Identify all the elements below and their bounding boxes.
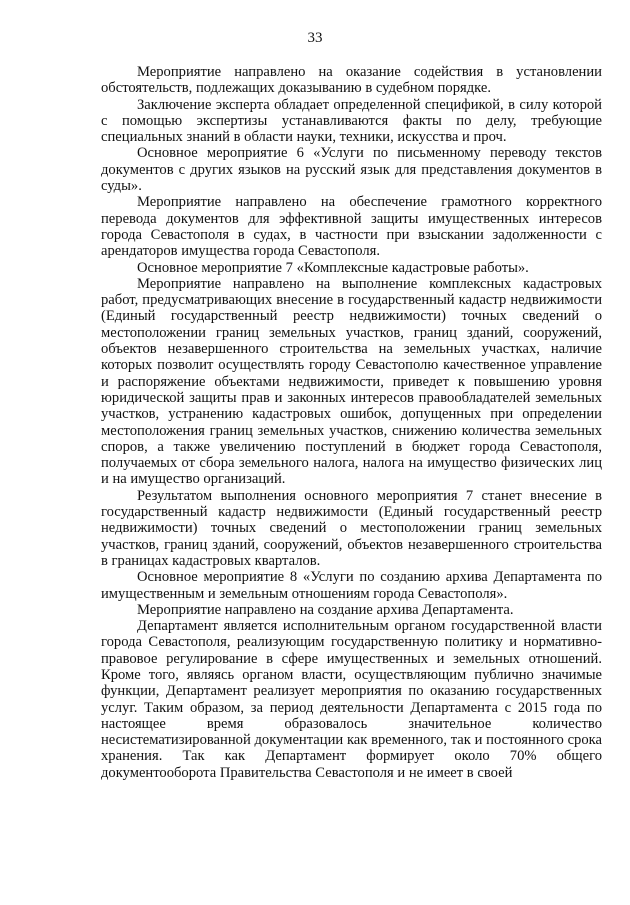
paragraph-archive-purpose: Мероприятие направлено на создание архива Департамента.: [137, 601, 514, 618]
paragraph-main-event-7: Основное мероприятие 7 «Комплексные кадастровые работы».: [137, 259, 529, 276]
body-text: [101, 64, 602, 781]
paragraph-event-7-result: Результатом выполнения основного мероприятия 7 станет внесение в государственный кадастр недвижимости (Единый государственный реестр недвижимости) точных сведений о местоположении границ земельных участков, границ зданий, сооружений, объектов незавершенного строительства в границах кадастровых кварталов.: [101, 487, 602, 569]
paragraph-main-event-8: Основное мероприятие 8 «Услуги по созданию архива Департамента по имущественным и земельным отношениям города Севастополя».: [101, 569, 602, 602]
paragraph-main-event-6: Основное мероприятие 6 «Услуги по письменному переводу текстов документов с других языков на русский язык для представления документов в суды».: [101, 145, 602, 195]
page-number: 33: [307, 30, 323, 46]
paragraph-cadastral-works: Мероприятие направлено на выполнение комплексных кадастровых работ, предусматривающих внесение в государственный кадастр недвижимости (Единый государственный реестр недвижимости) точных сведений о местоположении границ земельных участков, границ зданий, сооружений, объектов незавершенного строительства на земельных участках, наличие которых позволит осуществлять городу Севастополю качественное управление и распоряжение объектами недвижимости, приведет к повышению уровня юридической защиты прав и законных интересов правообладателей земельных участков, устранению кадастровых ошибок, допущенных при определении местоположения границ земельных участков, снижению количества земельных споров, а также увеличению поступлений в бюджет города Севастополя, получаемых от сбора земельного налога, налога на имущество физических лиц и на имущество организаций.: [101, 275, 602, 488]
paragraph-department-description: Департамент является исполнительным органом государственной власти города Севастополя, реализующим государственную политику и нормативно-правовое регулирование в сфере имущественных и земельных отношений. Кроме того, являясь органом власти, осуществляющим публично значимые функции, Департамент реализует мероприятия по оказанию государственных услуг. Таким образом, за период деятельности Департамента с 2015 года по настоящее время образовалось значительное количество несистематизированной документации как временного, так и постоянного срока хранения. Так как Департамент формирует около 70% общего документооборота Правительства Севастополя и не имеет в своей: [101, 618, 602, 781]
paragraph-event-purpose: Мероприятие направлено на оказание содействия в установлении обстоятельств, подлежащих доказыванию в судебном порядке.: [101, 64, 602, 97]
paragraph-translation-purpose: Мероприятие направлено на обеспечение грамотного корректного перевода документов для эффективной защиты имущественных интересов города Севастополя в судах, в частности при взыскании задолженности с арендаторов имущества города Севастополя.: [101, 194, 602, 260]
paragraph-expert-conclusion: Заключение эксперта обладает определенной спецификой, в силу которой с помощью экспертизы устанавливаются факты по делу, требующие специальных знаний в области науки, техники, искусства и проч.: [101, 96, 602, 146]
